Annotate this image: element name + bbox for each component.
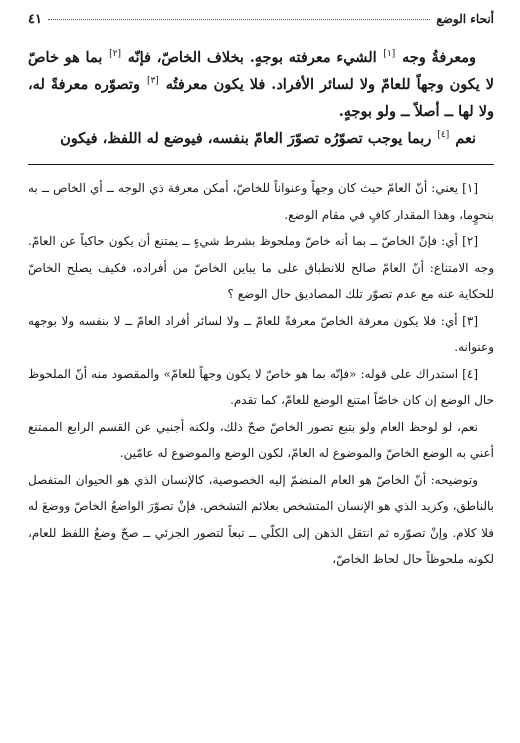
main-paragraph-2: نعم [٤] ربما يوجب تصوّرُه تصوّرَ العامّ بنفسه، فيوضع له اللفظ، فيكون: [60, 130, 476, 147]
footnote-ref-3[interactable]: [٣]: [146, 76, 159, 87]
footnote-2: [٢] أي: فإنّ الخاصّ ــ بما أنه خاصّ وملحوظ بشرط شيءٍ ــ يمتنع أن يكون حاكياً عن العامّ. وجه الامتناع: أنّ العامّ صالح للانطباق على ما يباين الخاصّ من أفراده، فكيف يصلح الخاصّ للحكاية عنه مع عدم تصوّر تلك المصاديق حال الوضع ؟: [28, 234, 494, 301]
footnote-1: [١] يعني: أنّ العامّ حيث كان وجهاً وعنواناً للخاصّ، أمكن معرفة ذي الوجه ــ أي الخاص ــ به بنحوٍما، وهذا المقدار كافٍ في مقام الوضع.: [28, 181, 494, 222]
main-paragraph-1: ومعرفةُ وجه [١] الشيء معرفته بوجهٍ. بخلاف الخاصّ، فإنّه [٢] بما هو خاصّ لا يكون وجهاً للعامّ ولا لسائر الأفراد. فلا يكون معرفتُه [٣] وتصوّره معرفةً له، ولا لها ــ أصلاً ــ ولو بوجهٍ.: [28, 49, 495, 120]
running-header: [28, 12, 494, 34]
footnote-ref-1[interactable]: [١]: [383, 49, 396, 60]
footnote-ref-2[interactable]: [٢]: [109, 49, 122, 60]
dotted-leader: [48, 19, 430, 20]
book-page: [28, 12, 494, 573]
chapter-title: أنحاء الوضع: [436, 12, 494, 26]
footnote-4-continuation-1: نعم، لو لوحظ العام ولو بتبع تصور الخاصّ صحّ ذلك، ولكنه أجنبي عن القسم الرابع الممتنع أعني به الوضع الخاصّ والموضوع له العامّ، لكون الوضع والموضوع له عامّين.: [28, 419, 494, 460]
footnotes: [28, 175, 494, 573]
footnote-separator: [28, 164, 494, 165]
page-number: ٤١: [28, 12, 42, 27]
footnote-4-continuation-2: وتوضيحه: أنّ الخاصّ هو العام المنضمّ إليه الخصوصية، كالإنسان الذي هو الحيوان المتفصل بالناطق، وكزيد الذي هو الإنسان المتشخص بعلائم التشخص. فإنْ تصوّرَ الواضعُ الخاصّ ووضعَ له فلا كلام. وإنْ تصوّره ثم انتقل الذهن إلى الكلّي ــ تبعاً لتصور الجزئي ــ صحّ وضعُ اللفظ للعام، لكونه ملحوظاً حال لحاظ الخاصّ،: [28, 472, 494, 566]
footnote-ref-4[interactable]: [٤]: [437, 130, 450, 141]
main-text: [28, 44, 494, 152]
footnote-3: [٣] أي: فلا يكون معرفة الخاصّ معرفةً للعامّ ــ ولا لسائر أفراد العامّ ــ لا بنفسه ولا بوجهه وعنوانه.: [28, 313, 494, 354]
footnote-4: [٤] استدراك على قوله: «فإنّه بما هو خاصّ لا يكون وجهاً للعامّ» والمقصود منه أنّ الملحوظ حال الوضع إن كان خاصّاً امتنع الوضع للعامّ، كما تقدم.: [28, 366, 494, 407]
